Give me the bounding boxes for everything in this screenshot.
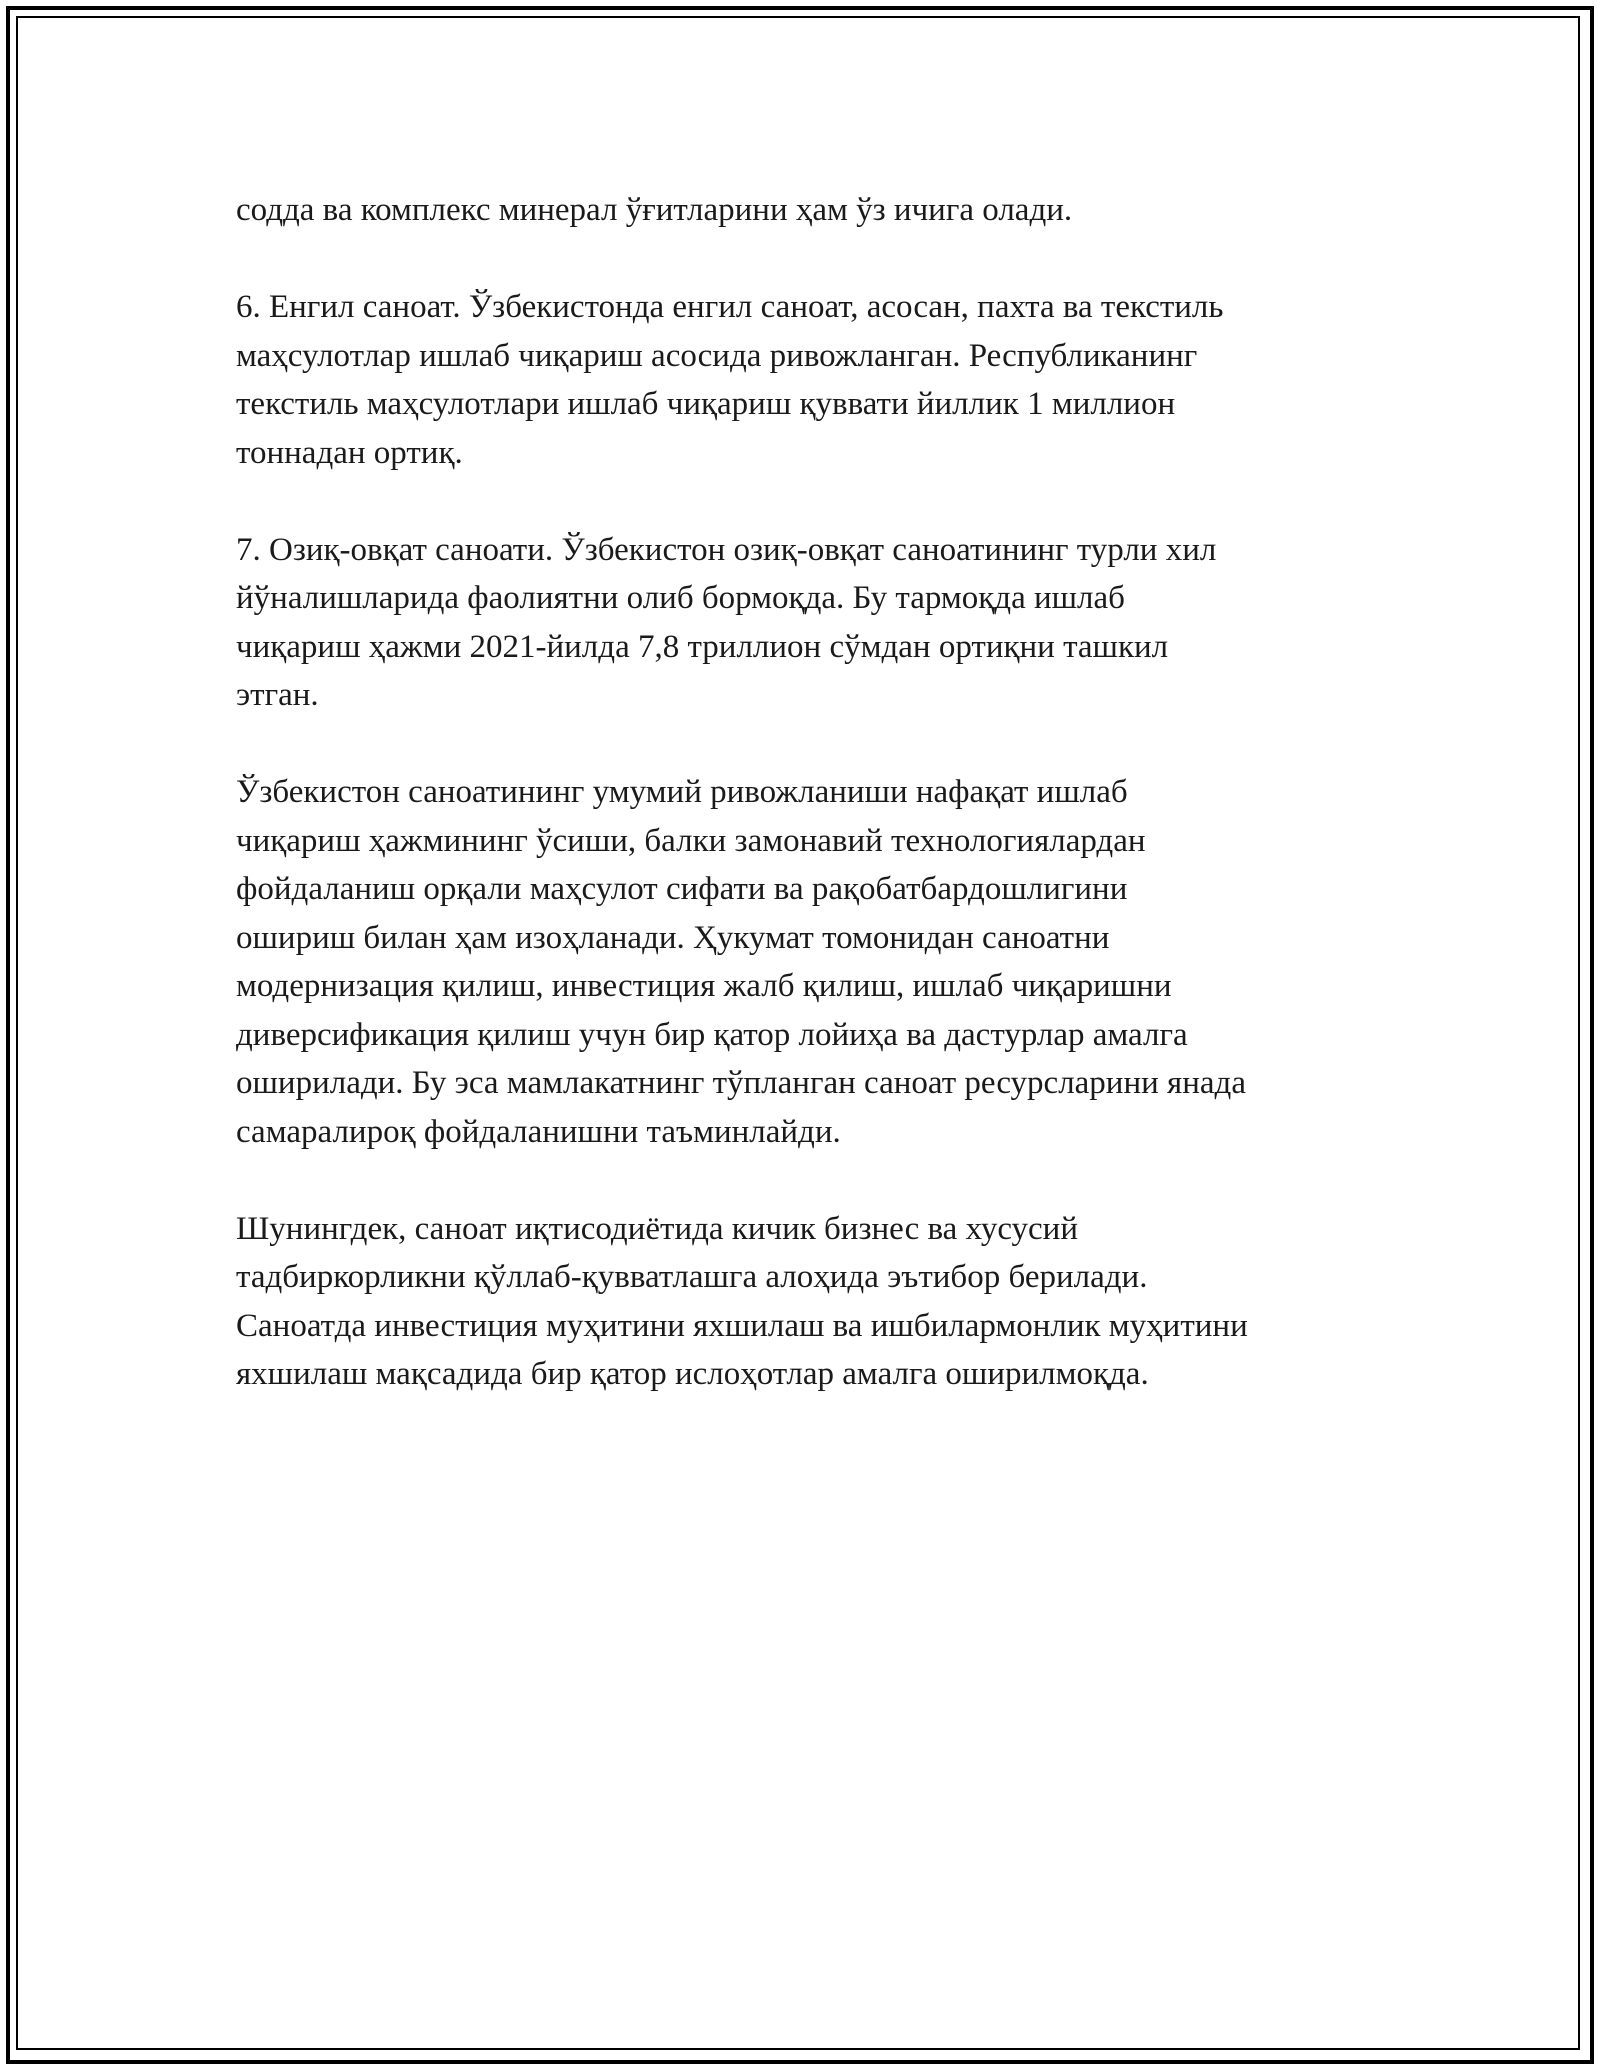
text-line: текстиль маҳсулотлари ишлаб чиқариш қуввати йиллик 1 миллион — [236, 386, 1176, 422]
text-line: модернизация қилиш, инвестиция жалб қилиш, ишлаб чиқаришни — [236, 968, 1172, 1004]
text-line: фойдаланиш орқали маҳсулот сифати ва рақобатбардошлигини — [236, 871, 1128, 907]
text-line: тоннадан ортиқ. — [236, 434, 463, 471]
text-line: диверсификация қилиш учун бир қатор лойиҳа ва дастурлар амалга — [236, 1016, 1188, 1053]
text-line: Шунингдек, саноат иқтисодиётида кичик бизнес ва хусусий — [236, 1210, 1078, 1247]
text-line: чиқариш ҳажми 2021-йилда 7,8 триллион сўмдан ортиқни ташкил — [236, 628, 1169, 665]
text-line: тадбиркорликни қўллаб-қувватлашга алоҳида эътибор берилади. — [236, 1259, 1148, 1295]
text-line: маҳсулотлар ишлаб чиқариш асосида ривожланган. Республиканинг — [236, 337, 1198, 374]
text-line: 6. Енгил саноат. Ўзбекистонда енгил саноат, асосан, пахта ва текстиль — [236, 289, 1224, 325]
text-line: содда ва комплекс минерал ўғитларини ҳам ўз ичига олади. — [236, 192, 1073, 228]
paragraph-light-industry — [236, 283, 1386, 477]
text-line: яхшилаш мақсадида бир қатор ислоҳотлар амалга оширилмоқда. — [236, 1356, 1149, 1392]
paragraph-food-industry — [236, 526, 1386, 720]
text-line: самаралироқ фойдаланишни таъминлайди. — [236, 1113, 841, 1150]
paragraph-general-development — [236, 768, 1386, 1156]
text-line: Ўзбекистон саноатининг умумий ривожланиши нафақат ишлаб — [236, 774, 1128, 810]
text-line: этган. — [236, 677, 319, 713]
text-line: Саноатда инвестиция муҳитини яхшилаш ва ишбилармонлик муҳитини — [236, 1307, 1248, 1344]
text-line: чиқариш ҳажмининг ўсиши, балки замонавий технологиялардан — [236, 822, 1146, 859]
text-line: 7. Озиқ-овқат саноати. Ўзбекистон озиқ-овқат саноатининг турли хил — [236, 531, 1217, 568]
paragraph-small-business — [236, 1205, 1386, 1399]
text-line: йўналишларида фаолиятни олиб бормоқда. Бу тармоқда ишлаб — [236, 580, 1125, 616]
text-line: оширилади. Бу эса мамлакатнинг тўпланган саноат ресурсларини янада — [236, 1065, 1246, 1101]
text-line: ошириш билан ҳам изоҳланади. Ҳукумат томонидан саноатни — [236, 919, 1110, 956]
paragraph-fertilizers — [236, 186, 1386, 235]
document-body — [236, 186, 1386, 1447]
